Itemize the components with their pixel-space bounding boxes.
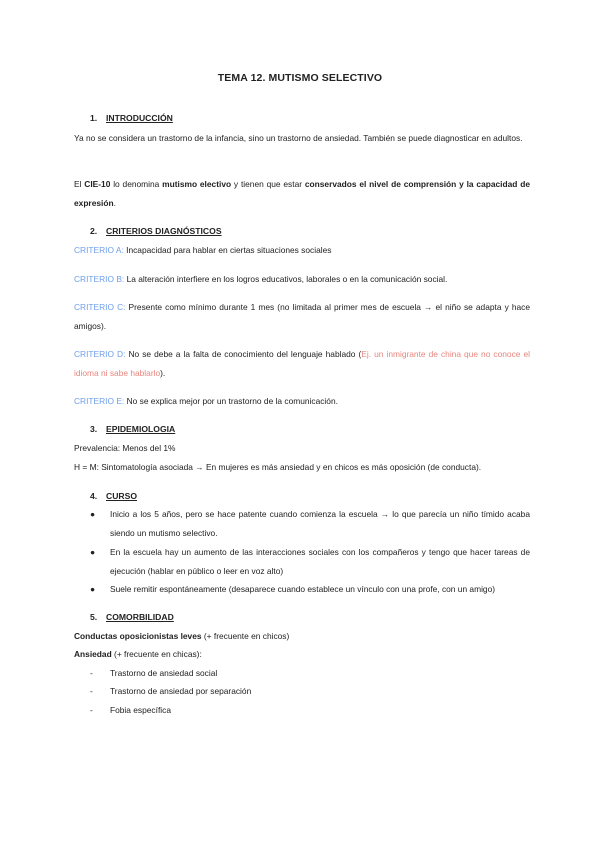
criterio-e (74, 392, 530, 411)
list-item (90, 682, 530, 701)
criterio-d (74, 345, 530, 383)
mutismo-electivo-term: mutismo electivo (162, 179, 232, 189)
dash-icon: - (90, 668, 93, 678)
intro-paragraph-2 (74, 175, 530, 213)
criterio-label: CRITERIO D: (74, 349, 126, 359)
list-item (90, 664, 530, 683)
section-heading-introduccion (90, 113, 173, 123)
criterio-a (74, 241, 530, 260)
epidemiologia-prevalencia: Prevalencia: Menos del 1% (74, 443, 176, 453)
cie10-term: CIE-10 (84, 179, 111, 189)
section-heading-text: INTRODUCCIÓN (106, 113, 173, 123)
list-item (90, 580, 530, 599)
text-span: . (113, 198, 116, 208)
list-item (90, 701, 530, 720)
comorbilidad-term: Conductas oposicionistas leves (74, 631, 202, 641)
criterio-text: Incapacidad para hablar en ciertas situaciones sociales (123, 245, 332, 255)
section-number: 1. (90, 113, 98, 123)
list-item-text: En la escuela hay un aumento de las interacciones sociales con los compañeros y tengo que hacer tareas de ejecución (hablar en público o leer en voz alto) (110, 547, 530, 576)
text-span: lo denomina (110, 179, 163, 189)
criterio-label: CRITERIO E: (74, 396, 125, 406)
criterio-text: No se debe a la falta de conocimiento del lenguaje hablado ( (125, 349, 362, 359)
comorbilidad-ansiedad (74, 645, 530, 664)
bullet-icon: ● (90, 509, 96, 519)
list-item-text: Trastorno de ansiedad por separación (110, 686, 252, 696)
criterio-label: CRITERIO A: (74, 245, 124, 255)
section-number: 3. (90, 424, 98, 434)
section-heading-text: CURSO (106, 491, 138, 501)
section-heading-text: CRITERIOS DIAGNÓSTICOS (106, 226, 222, 236)
criterio-label: CRITERIO C: (74, 302, 126, 312)
list-item-text: Fobia específica (110, 705, 171, 715)
criterio-label: CRITERIO B: (74, 274, 125, 284)
conservados-term: conservados el nivel de comprensión y la capacidad de expresión (74, 179, 530, 208)
section-heading-comorbilidad (90, 612, 174, 622)
criterio-text: Presente como mínimo durante 1 mes (no limitada al primer mes de escuela → el niño se adapta y hace amigos). (74, 302, 530, 331)
bullet-icon: ● (90, 547, 96, 557)
criterio-text-end: ). (160, 368, 166, 378)
comorbilidad-term: Ansiedad (74, 649, 112, 659)
epidemiologia-sintomatologia: H = M: Sintomatología asociada → En mujeres es más ansiedad y en chicos es más oposición (de conducta). (74, 462, 482, 472)
criterio-text: La alteración interfiere en los logros educativos, laborales o en la comunicación social. (124, 274, 448, 284)
list-item-text: Suele remitir espontáneamente (desaparece cuando establece un vínculo con una profe, con un amigo) (110, 584, 496, 594)
section-heading-text: EPIDEMIOLOGIA (106, 424, 176, 434)
text-span: (+ frecuente en chicos) (201, 631, 290, 641)
section-heading-text: COMORBILIDAD (106, 612, 174, 622)
section-heading-curso (90, 491, 137, 501)
text-span: El (74, 179, 85, 189)
section-number: 2. (90, 226, 98, 236)
bullet-icon: ● (90, 584, 96, 594)
section-number: 5. (90, 612, 98, 622)
dash-icon: - (90, 705, 93, 715)
text-span: y tienen que estar (231, 179, 305, 189)
list-item-text: Trastorno de ansiedad social (110, 668, 218, 678)
dash-icon: - (90, 686, 93, 696)
list-item-text: Inicio a los 5 años, pero se hace patente cuando comienza la escuela → lo que parecía un niño tímido acaba siendo un mutismo selectivo. (110, 509, 530, 538)
criterio-text: No se explica mejor por un trastorno de la comunicación. (124, 396, 338, 406)
criterio-b (74, 270, 530, 289)
document-title: TEMA 12. MUTISMO SELECTIVO (217, 72, 383, 84)
criterio-example: Ej. un inmigrante de china que no conoce el idioma ni sabe hablarlo (74, 349, 530, 378)
list-item (90, 543, 530, 581)
criterio-c (74, 298, 530, 336)
intro-paragraph-1: Ya no se considera un trastorno de la infancia, sino un trastorno de ansiedad. También se puede diagnosticar en adultos. (74, 133, 523, 143)
section-number: 4. (90, 491, 98, 501)
list-item (90, 505, 530, 543)
text-span: (+ frecuente en chicas): (111, 649, 202, 659)
section-heading-epidemiologia (90, 424, 175, 434)
comorbilidad-conductas (74, 627, 530, 646)
section-heading-criterios (90, 226, 222, 236)
